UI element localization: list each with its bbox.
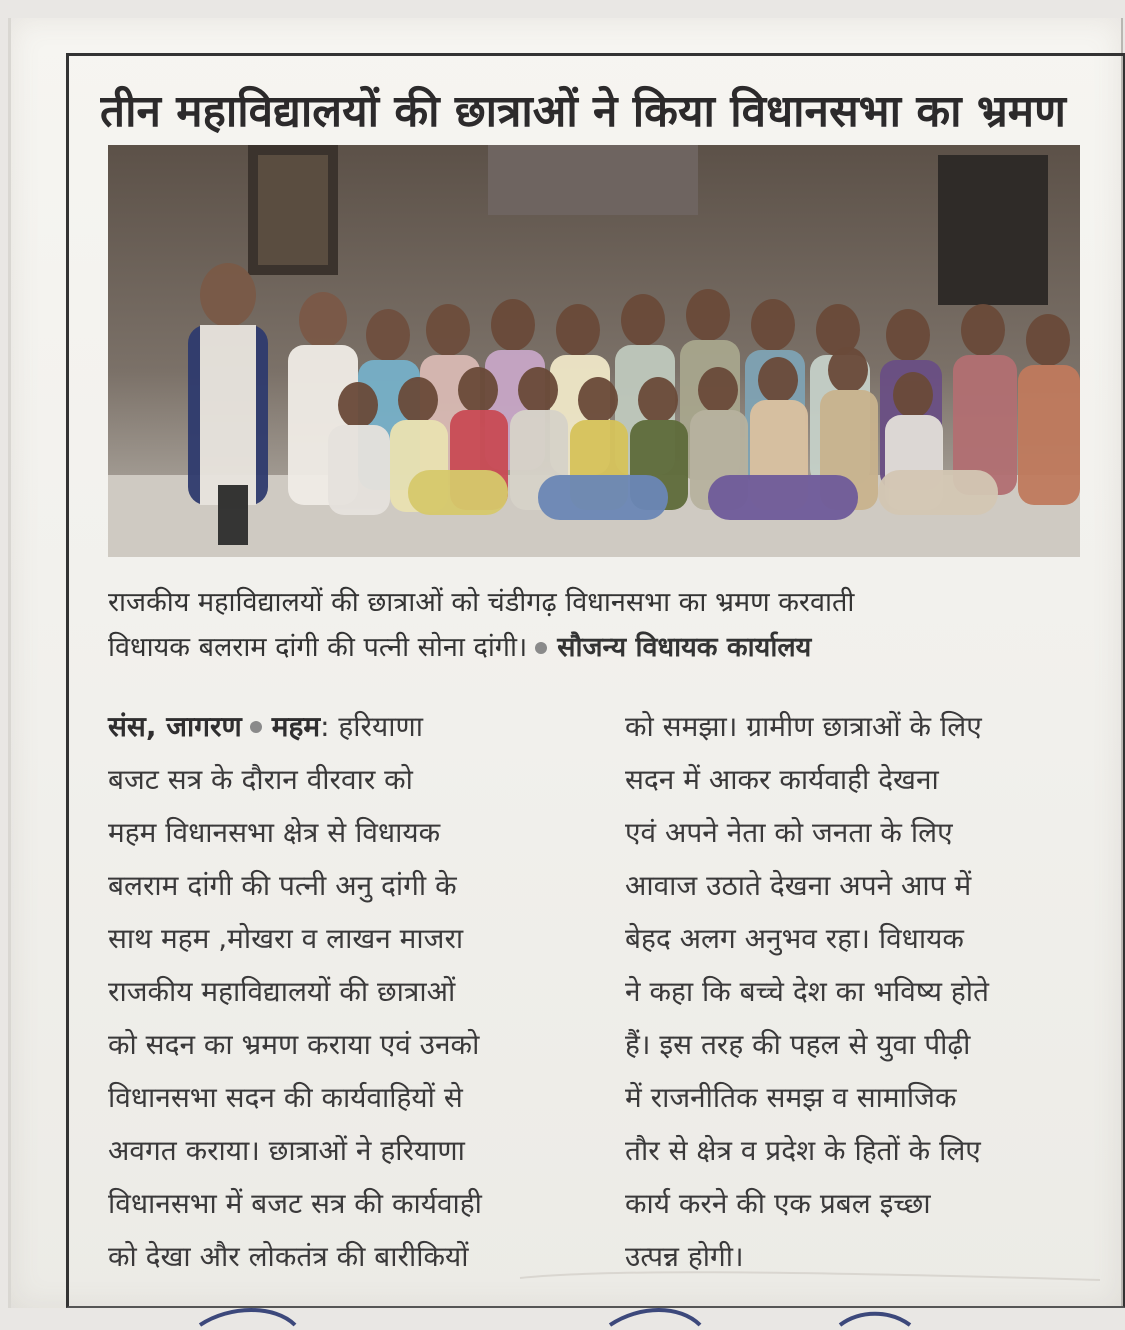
bullet-icon [250, 721, 262, 733]
body-line: उत्पन्न होगी। [625, 1240, 744, 1273]
body-line: महम विधानसभा क्षेत्र से विधायक [108, 816, 441, 849]
body-line: ने कहा कि बच्चे देश का भविष्य होते [625, 975, 989, 1008]
body-line: बेहद अलग अनुभव रहा। विधायक [625, 922, 964, 955]
dateline-place: महम [271, 710, 321, 743]
bullet-icon [535, 642, 547, 654]
body-line: अवगत कराया। छात्राओं ने हरियाणा [108, 1134, 465, 1167]
dateline [108, 700, 588, 753]
caption-line-text: विधायक बलराम दांगी की पत्नी सोना दांगी। [108, 632, 528, 663]
pen-marks [0, 1270, 1125, 1330]
article-body-right-column [625, 700, 1075, 1283]
body-line: हैं। इस तरह की पहल से युवा पीढ़ी [625, 1028, 971, 1061]
body-line: को सदन का भ्रमण कराया एवं उनको [108, 1028, 480, 1061]
body-line: सदन में आकर कार्यवाही देखना [625, 763, 939, 796]
article-body-left-column [108, 700, 588, 1283]
group-photo [108, 145, 1080, 557]
body-line: विधानसभा में बजट सत्र की कार्यवाही [108, 1187, 482, 1220]
headline: तीन महाविद्यालयों की छात्राओं ने किया विधानसभा का भ्रमण [100, 86, 1066, 137]
body-line: साथ महम ,मोखरा व लाखन माजरा [108, 922, 464, 955]
body-line: में राजनीतिक समझ व सामाजिक [625, 1081, 957, 1114]
body-line: को देखा और लोकतंत्र की बारीकियों [108, 1240, 469, 1273]
body-line: तौर से क्षेत्र व प्रदेश के हितों के लिए [625, 1134, 981, 1167]
dateline-lead: : हरियाणा [320, 710, 423, 743]
body-line: राजकीय महाविद्यालयों की छात्राओं [108, 975, 456, 1008]
body-line: को समझा। ग्रामीण छात्राओं के लिए [625, 710, 982, 743]
photo-caption [108, 580, 1068, 670]
body-line: बजट सत्र के दौरान वीरवार को [108, 763, 413, 796]
body-line: विधानसभा सदन की कार्यवाहियों से [108, 1081, 463, 1114]
photo-credit: सौजन्य विधायक कार्यालय [557, 632, 812, 663]
body-line: बलराम दांगी की पत्नी अनु दांगी के [108, 869, 457, 902]
body-line: कार्य करने की एक प्रबल इच्छा [625, 1187, 931, 1220]
caption-line [108, 625, 1068, 670]
caption-line: राजकीय महाविद्यालयों की छात्राओं को चंडीगढ़ विधानसभा का भ्रमण करवाती [108, 587, 855, 618]
body-line: एवं अपने नेता को जनता के लिए [625, 816, 953, 849]
dateline-source: संस, जागरण [108, 710, 242, 743]
body-line: आवाज उठाते देखना अपने आप में [625, 869, 972, 902]
